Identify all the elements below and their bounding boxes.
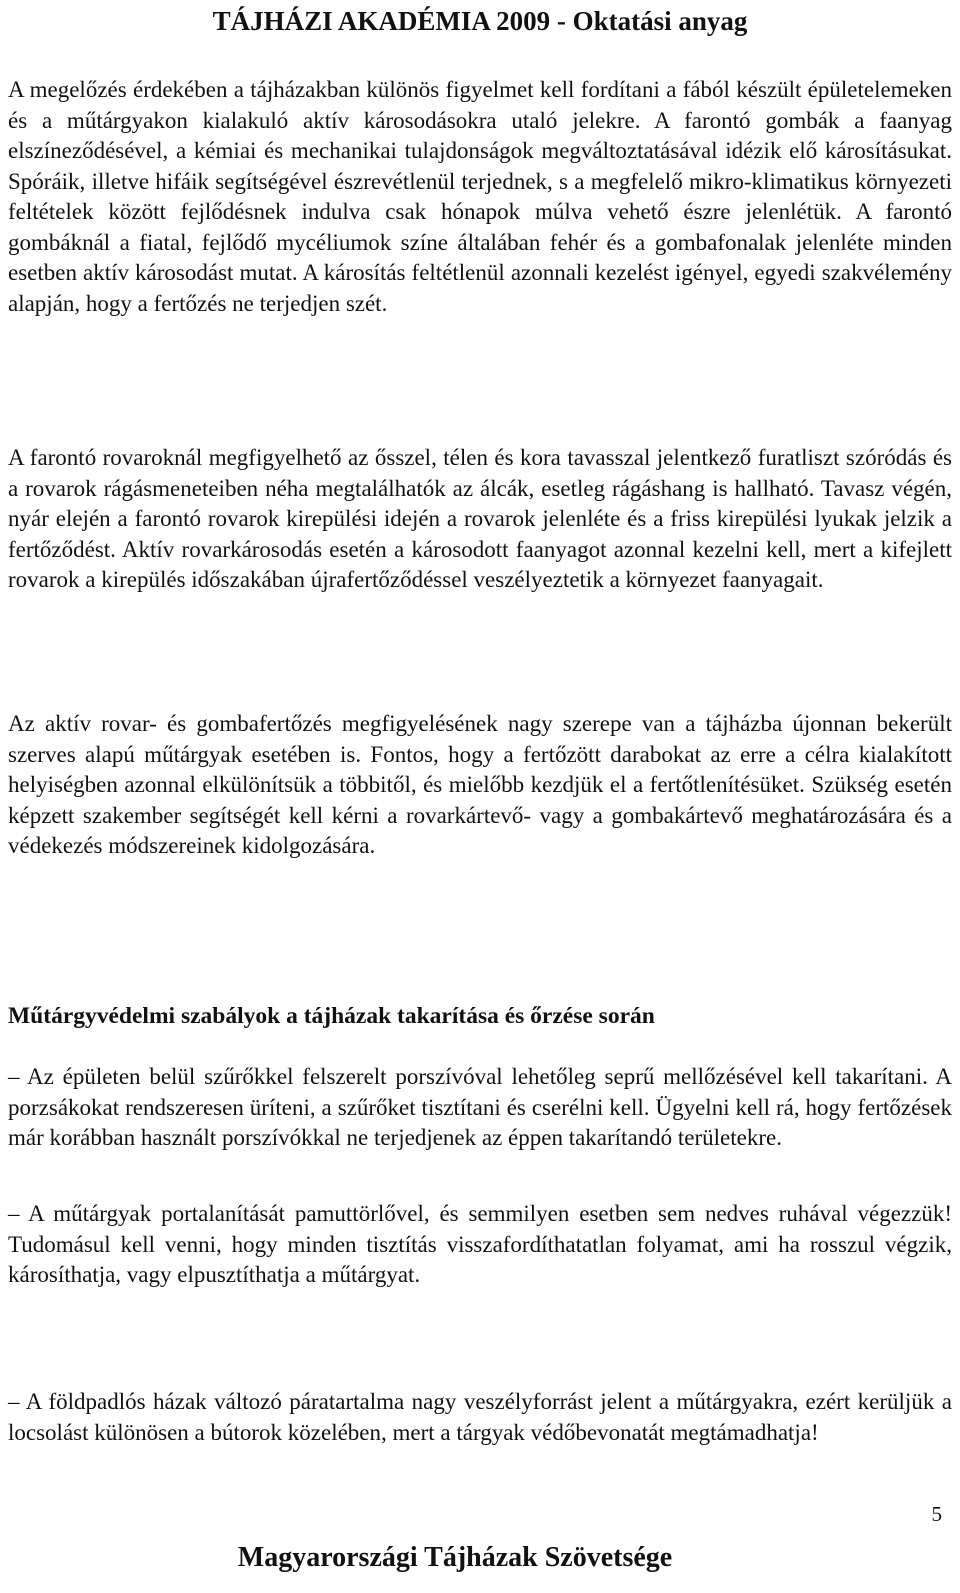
rule-item-vacuum — [8, 1062, 952, 1154]
paragraph-text: A megelőzés érdekében a tájházakban különös figyelmet kell fordítani a fából készült épületelemeken és a műtárgyakon kialakuló aktív károsodásokra utaló jelekre. A farontó gombák a faanyag elszíneződésével, a kémiai és mechanikai tulajdonságok megváltoztatásával idézik elő károsításukat. Spóráik, illetve hifáik segítségével észrevétlenül terjednek, s a megfelelő mikro-klimatikus környezeti feltételek között fejlődésnek indulva csak hónapok múlva vehető észre jelenlétük. A farontó gombáknál a fiatal, fejlődő mycéliumok színe általában fehér és a gombafonalak jelenléte minden esetben aktív károsodást mutat. A károsítás feltétlenül azonnali kezelést igényel, egyedi szakvélemény alapján, hogy a fertőzés ne terjedjen szét. — [8, 77, 952, 316]
rule-item-text: – Az épületen belül szűrőkkel felszerelt porszívóval lehetőleg seprű mellőzésével kell takarítani. A porzsákokat rendszeresen üríteni, a szűrőket tisztítani és cserélni kell. Ügyelni kell rá, hogy fertőzések már korábban használt porszívókkal ne terjedjenek az éppen takarítandó területekre. — [8, 1064, 952, 1150]
page-header-title: TÁJHÁZI AKADÉMIA 2009 - Oktatási anyag — [212, 6, 748, 36]
rule-item-text: – A földpadlós házak változó páratartalma nagy veszélyforrást jelent a műtárgyakra, ezért kerüljük a locsolást különösen a bútorok közelében, mert a tárgyak védőbevonatát megtámadhatja! — [8, 1389, 952, 1445]
rule-item-dusting — [8, 1199, 952, 1291]
paragraph-text: Az aktív rovar- és gombafertőzés megfigyelésének nagy szerepe van a tájházba újonnan bekerült szerves alapú műtárgyak esetében is. Fontos, hogy a fertőzött darabokat az erre a célra kialakított helyiségben azonnal elkülönítsük a többitől, és mielőbb kezdjük el a fertőtlenítésüket. Szükség esetén képzett szakember segítségét kell kérni a rovarkártevő- vagy a gombakártevő meghatározására és a védekezés módszereinek kidolgozására. — [8, 711, 952, 858]
paragraph-text: A farontó rovaroknál megfigyelhető az ősszel, télen és kora tavasszal jelentkező furatliszt szóródás és a rovarok rágásmeneteiben néha megtalálhatók az álcák, esetleg rágáshang is hallható. Tavasz végén, nyár elején a farontó rovarok kirepülési idején a rovarok jelenléte és a friss kirepülési lyukak jelzik a fertőződést. Aktív rovarkárosodás esetén a károsodott faanyagot azonnal kezelni kell, mert a kifejlett rovarok a kirepülés időszakában újrafertőződéssel veszélyeztetik a környezet faanyagait. — [8, 445, 952, 592]
paragraph-fungal-damage — [8, 75, 952, 319]
page-number: 5 — [931, 1502, 942, 1526]
section-heading: Műtárgyvédelmi szabályok a tájházak takarítása és őrzése során — [8, 1003, 655, 1029]
paragraph-insect-damage — [8, 443, 952, 596]
paragraph-infection-monitoring — [8, 709, 952, 862]
rule-item-text: – A műtárgyak portalanítását pamuttörlővel, és semmilyen esetben sem nedves ruhával végezzük! Tudomásul kell venni, hogy minden tisztítás visszafordíthatatlan folyamat, ami ha rosszul végzik, károsíthatja, vagy elpusztíthatja a műtárgyat. — [8, 1201, 952, 1287]
rule-item-earthen-floor — [8, 1387, 952, 1448]
page-footer: Magyarországi Tájházak Szövetsége — [237, 1542, 673, 1573]
